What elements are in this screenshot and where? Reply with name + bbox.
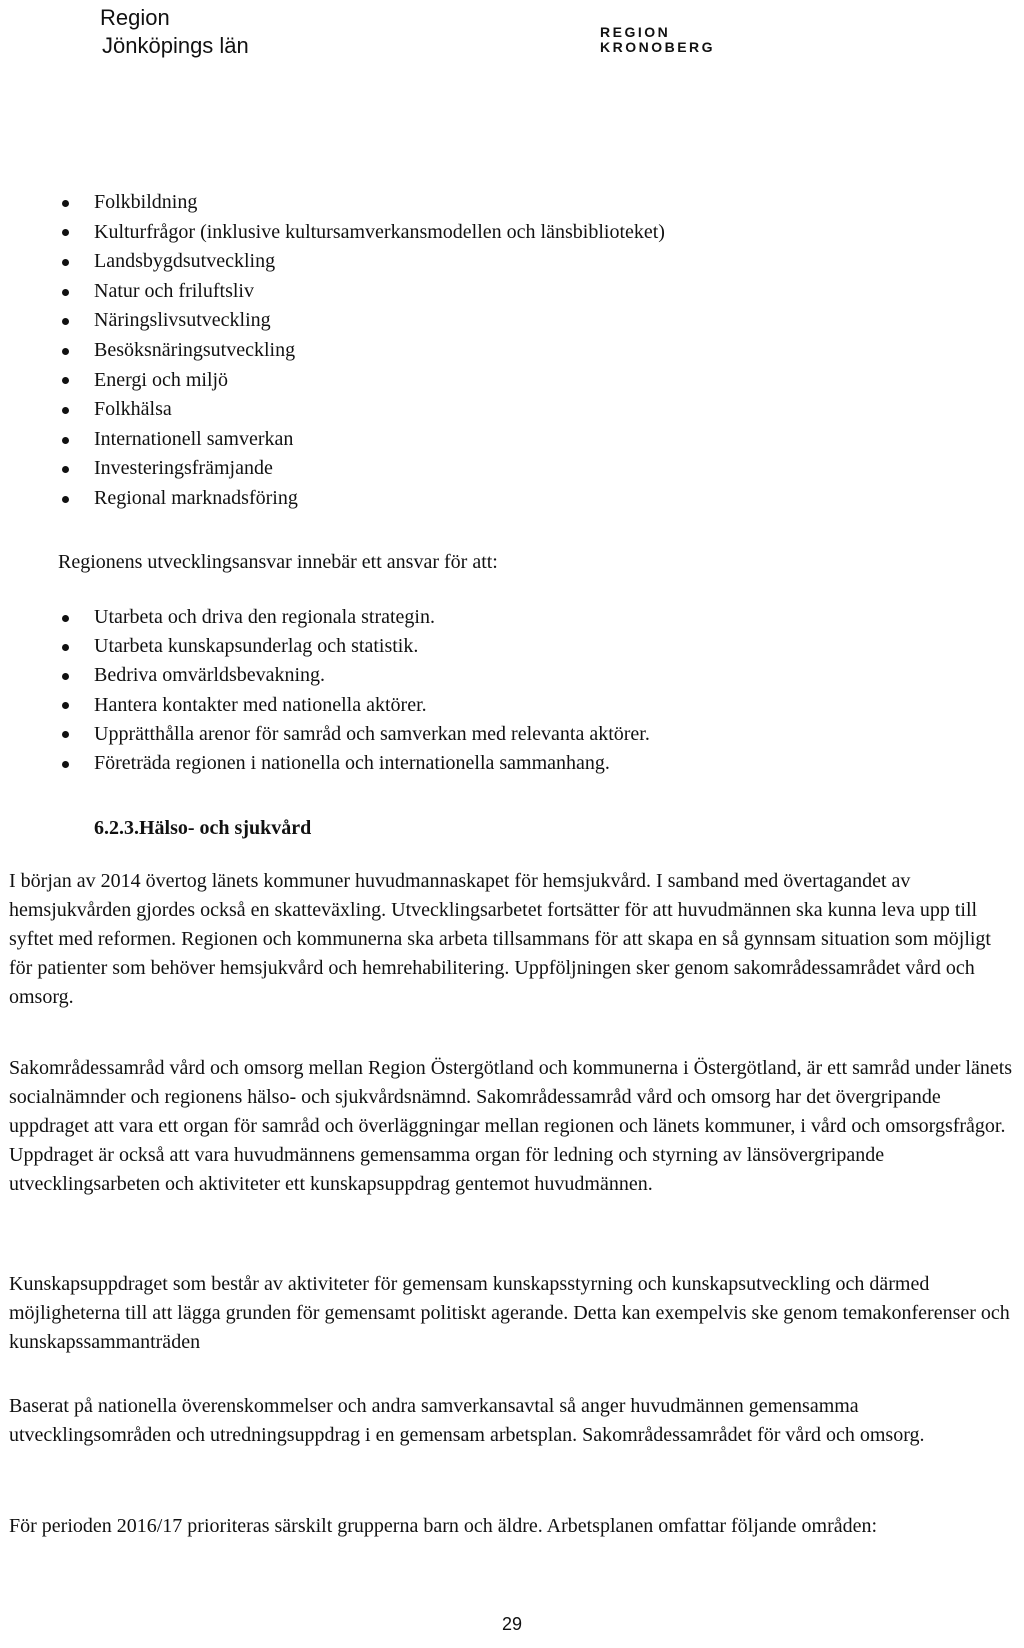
intro-sentence: Regionens utvecklingsansvar innebär ett ansvar för att: xyxy=(58,551,498,573)
list-item: Utarbeta kunskapsunderlag och statistik. xyxy=(58,632,988,661)
development-responsibility-list xyxy=(58,603,988,778)
list-item: Besöksnäringsutveckling xyxy=(58,336,988,366)
paragraph-prioriteringar: För perioden 2016/17 prioriteras särskilt grupperna barn och äldre. Arbetsplanen omfattar följande områden: xyxy=(9,1515,878,1537)
logo-line-2: Jönköpings län xyxy=(102,33,249,58)
list-item: Investeringsfrämjande xyxy=(58,454,988,484)
paragraph-arbetsplan: Baserat på nationella överenskommelser och andra samverkansavtal så anger huvudmännen gemensamma utvecklingsområden och utredningsuppdrag i en gemensam arbetsplan. Sakområdessamrådet för vård och omsorg. xyxy=(9,1395,925,1446)
list-item: Bedriva omvärldsbevakning. xyxy=(58,661,988,690)
logo-line-1: REGION xyxy=(600,24,671,40)
list-item: Energi och miljö xyxy=(58,366,988,396)
list-item: Företräda regionen i nationella och internationella sammanhang. xyxy=(58,749,988,778)
list-item: Folkbildning xyxy=(58,188,988,218)
list-item: Landsbygdsutveckling xyxy=(58,247,988,277)
list-item: Utarbeta och driva den regionala strategin. xyxy=(58,603,988,632)
list-item: Regional marknadsföring xyxy=(58,484,988,514)
paragraph-kunskapsuppdrag: Kunskapsuppdraget som består av aktiviteter för gemensam kunskapsstyrning och kunskapsutveckling och därmed möjligheterna till att lägga grunden för gemensamt politiskt agerande. Detta kan exempelvis ske genom temakonferenser och kunskapssammanträden xyxy=(9,1273,1010,1353)
region-kronoberg-logo xyxy=(600,25,715,55)
paragraph-sakomradessamrad: Sakområdessamråd vård och omsorg mellan Region Östergötland och kommunerna i Östergötland, är ett samråd under länets socialnämnder och regionens hälso- och sjukvårdsnämnd. Sakområdessamråd vård och omsorg har det övergripande uppdraget att vara ett organ för samråd och överläggningar mellan regionen och länets kommuner, i vård och omsorgsfrågor. Uppdraget är också att vara huvudmännens gemensamma organ för ledning och styrning av länsövergripande utvecklingsarbeten och aktiviteter ett kunskapsuppdrag gentemot huvudmännen. xyxy=(9,1057,1013,1195)
logo-line-2: KRONOBERG xyxy=(600,39,716,55)
list-item: Hantera kontakter med nationella aktörer. xyxy=(58,691,988,720)
page-number: 29 xyxy=(501,1614,523,1634)
region-jonkoping-logo xyxy=(100,4,249,60)
list-item: Internationell samverkan xyxy=(58,425,988,455)
logo-line-1: Region xyxy=(100,5,170,30)
responsibility-areas-list xyxy=(58,188,988,514)
paragraph-hemsjukvard: I början av 2014 övertog länets kommuner huvudmannaskapet för hemsjukvård. I samband med övertagandet av hemsjukvården gjordes också en skatteväxling. Utvecklingsarbetet fortsätter för att huvudmännen ska kunna leva upp till syftet med reformen. Regionen och kommunerna ska arbeta tillsammans för att skapa en så gynnsam situation som möjligt för patienter som behöver hemsjukvård och hemrehabilitering. Uppföljningen sker genom sakområdessamrådet vård och omsorg. xyxy=(9,870,991,1008)
list-item: Upprätthålla arenor för samråd och samverkan med relevanta aktörer. xyxy=(58,720,988,749)
list-item: Näringslivsutveckling xyxy=(58,306,988,336)
list-item: Folkhälsa xyxy=(58,395,988,425)
section-heading: 6.2.3.Hälso- och sjukvård xyxy=(94,817,312,839)
list-item: Natur och friluftsliv xyxy=(58,277,988,307)
list-item: Kulturfrågor (inklusive kultursamverkansmodellen och länsbiblioteket) xyxy=(58,218,988,248)
